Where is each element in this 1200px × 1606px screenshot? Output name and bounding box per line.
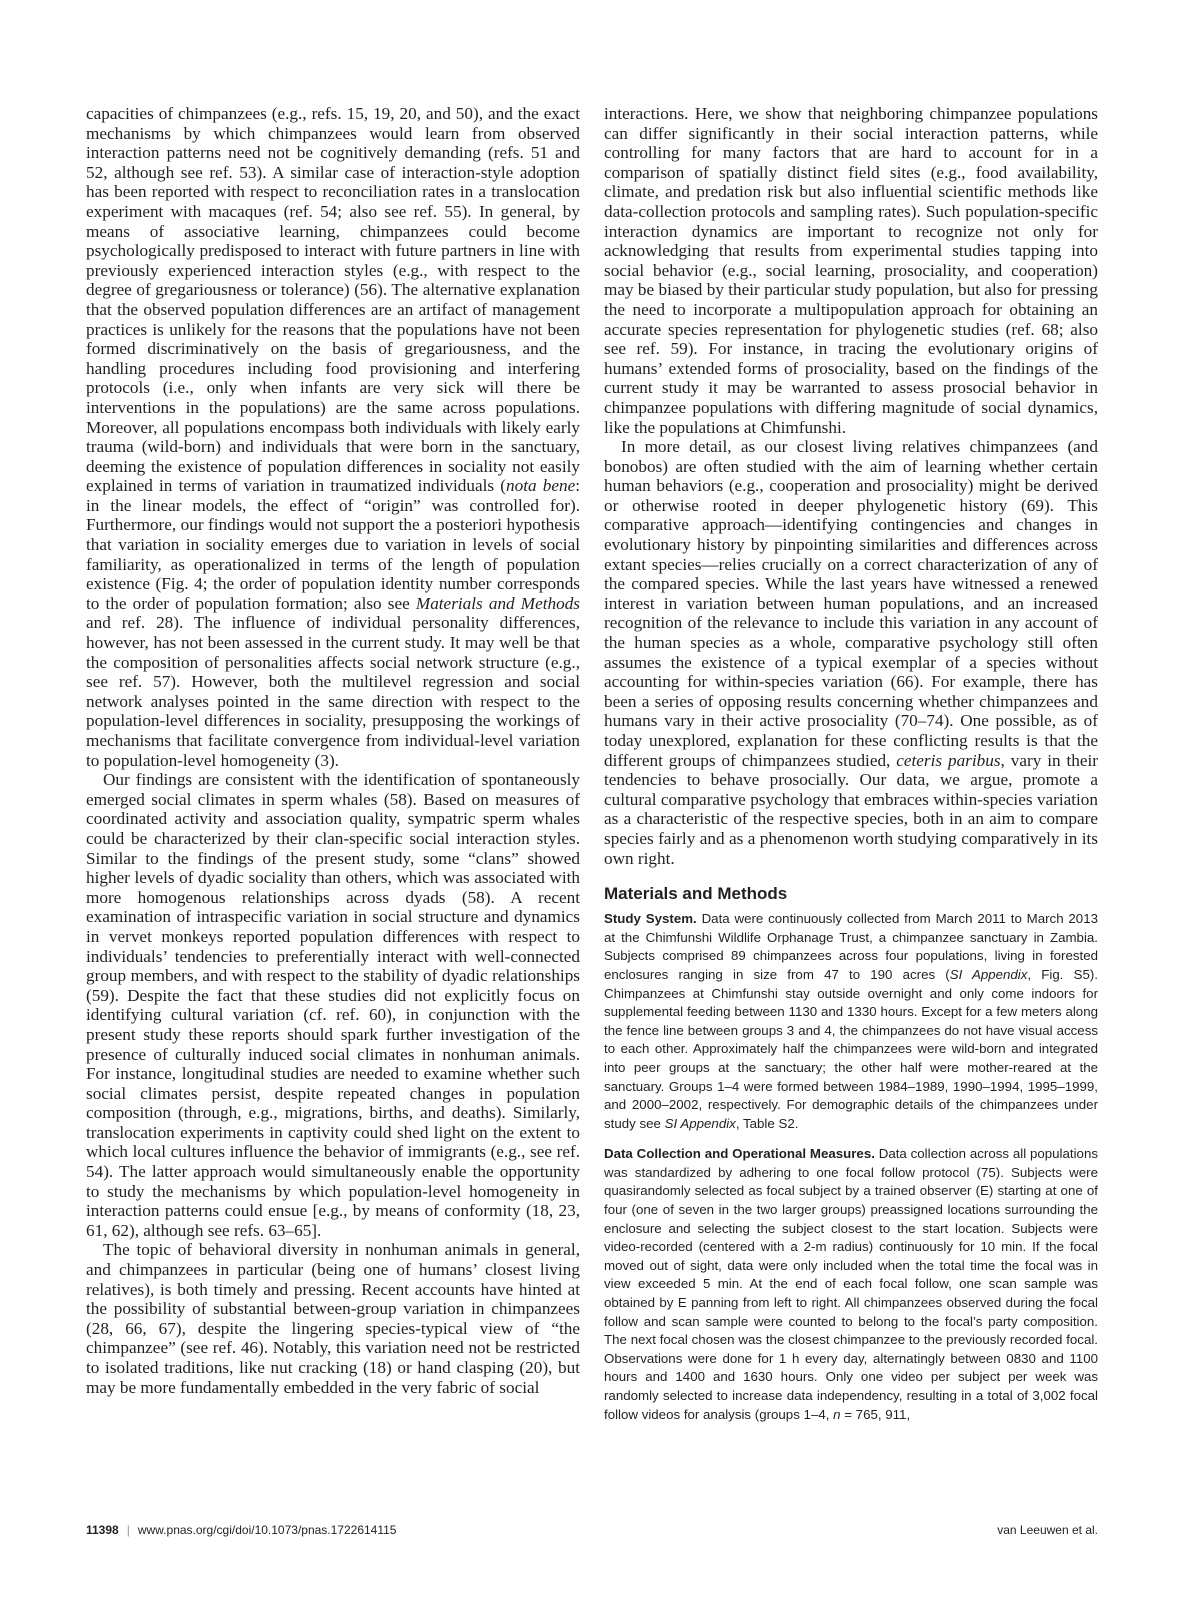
subsection-title: Data Collection and Operational Measures.: [604, 1146, 875, 1162]
body-paragraph: Our findings are consistent with the identification of spontaneously emerged social climates in sperm whales (58). Based on measures of coordinated activity and association quality, sympatric sperm whales could be characterized by their clan-specific social interaction styles. Similar to the findings of the present study, some “clans” showed higher levels of dyadic sociality than others, which was associated with more homogenous relationships across dyads (58). A recent examination of intraspecific variation in social structure and dynamics in vervet monkeys reported population differences with respect to individuals’ tendencies to preferentially interact with well-connected group members, and with respect to the stability of dyadic relationships (59). Despite the fact that these studies did not explicitly focus on identifying cultural variation (cf. ref. 60), in conjunction with the present study these reports should spark further investigation of the presence of culturally induced social climates in nonhuman animals. For instance, longitudinal studies are needed to examine whether such social climates persist, despite repeated changes in population composition (through, e.g., migrations, births, and deaths). Similarly, translocation experiments in captivity could shed light on the extent to which local cultures influence the behavior of immigrants (e.g., see ref. 54). The latter approach would simultaneously enable the opportunity to study the mechanisms by which population-level homogeneity in interaction patterns could ensue [e.g., by means of conformity (18, 23, 61, 62), although see refs. 63–65].: [86, 770, 580, 1240]
italic-term: nota bene: [506, 476, 576, 496]
section-reference: Materials and Methods: [415, 593, 580, 613]
text-run: In more detail, as our closest living relatives chimpanzees (and bonobos) are often studied with the aim of learning whether certain human behaviors (e.g., cooperation and prosociality) might be derived or otherwise rooted in deeper phylogenetic history (69). This comparative approach—identifying contingencies and changes in evolutionary history by pinpointing similarities and differences across extant species—relies crucially on a correct characterization of any of the compared species. While the last years have witnessed a renewed interest in variation between human populations, and an increased recognition of the relevance to include this variation in any account of the human species as a whole, comparative psychology still often assumes the existence of a typical exemplar of a species without accounting for within-species variation (66). For example, there has been a series of opposing results concerning whether chimpanzees and humans vary in their active prosociality (70–74). One possible, as of today unexplored, explanation for these conflicting results is that the different groups of chimpanzees studied,: [604, 437, 1098, 770]
subsection-title: Study System.: [604, 911, 697, 927]
italic-term: ceteris paribus: [896, 750, 1001, 770]
si-reference: SI Appendix: [949, 966, 1028, 982]
left-column: [86, 104, 580, 1397]
page-footer: [86, 1522, 1098, 1538]
body-paragraph: interactions. Here, we show that neighboring chimpanzee populations can differ significantly in their social interaction patterns, while controlling for many factors that are hard to account for in a comparison of spatially distinct field sites (e.g., food availability, climate, and predation risk but also influential scientific methods like data-collection protocols and sampling rates). Such population-specific interaction dynamics are important to recognize not only for acknowledging that results from experimental studies tapping into social behavior (e.g., social learning, prosociality, and cooperation) may be biased by their particular study population, but also for pressing the need to incorporate a multipopulation approach for obtaining an accurate species representation for phylogenetic studies (ref. 68; also see ref. 59). For instance, in tracing the evolutionary origins of humans’ extended forms of prosociality, based on the findings of the current study it may be warranted to assess prosocial behavior in chimpanzee populations with differing magnitude of social dynamics, like the populations at Chimfunshi.: [604, 104, 1098, 437]
italic-variable: n: [833, 1406, 841, 1422]
text-run: , vary in their tendencies to behave prosocially. Our data, we argue, promote a cultural comparative psychology that embraces within-species variation as a characteristic of the respective species, both in an aim to compare species fairly and as a phenomenon worth studying comparatively in its own right.: [604, 750, 1098, 868]
methods-paragraph-data-collection: [604, 1145, 1098, 1424]
doi-link[interactable]: www.pnas.org/cgi/doi/10.1073/pnas.1722614115: [137, 1523, 397, 1537]
text-run: , Table S2.: [735, 1115, 799, 1131]
methods-paragraph-study-system: [604, 910, 1098, 1133]
text-run: Data collection across all populations was standardized by adhering to one focal follow protocol (75). Subjects were quasirandomly selected as focal subject by a trained observer (E) starting at one of four (one of seven in the two larger groups) preassigned locations surrounding the enclosure and selecting the subject closest to the start location. Subjects were video-recorded (centered with a 2-m radius) continuously for 10 min. If the focal moved out of sight, data were only included when the total time the focal was in view exceeded 5 min. At the end of each focal follow, one scan sample was obtained by E panning from left to right. All chimpanzees observed during the focal follow and scan sample were counted to belong to the focal’s party composition. The next focal chosen was the closest chimpanzee to the previously recorded focal. Observations were done for 1 h every day, alternatingly between 0830 and 1100 hours and 1400 and 1630 hours. Only one video per subject per week was randomly selected to increase data independency, resulting in a total of 3,002 focal follow videos for analysis (groups 1–4,: [604, 1146, 1098, 1422]
si-reference: SI Appendix: [664, 1115, 736, 1131]
text-run: Data were continuously collected from March 2011 to March 2013 at the Chimfunshi Wildlife Orphanage Trust, a chimpanzee sanctuary in Zambia. Subjects comprised 89 chimpanzees across four populations, living in forested enclosures ranging in size from 47 to 190 acres (: [604, 911, 1098, 982]
running-authors: van Leeuwen et al.: [997, 1523, 1098, 1537]
section-heading: Materials and Methods: [604, 884, 788, 904]
footer-separator: |: [126, 1523, 130, 1537]
right-column: [604, 104, 1098, 1424]
text-run: and ref. 28). The influence of individual personality differences, however, has not been assessed in the current study. It may well be that the composition of personalities affects social network structure (e.g., see ref. 57). However, both the multilevel regression and social network analyses pointed in the same direction with respect to the population-level differences in sociality, presupposing the workings of mechanisms that facilitate convergence from individual-level variation to population-level homogeneity (3).: [86, 613, 580, 770]
text-run: = 765, 911,: [840, 1406, 911, 1422]
body-paragraph: [86, 104, 580, 770]
page-number: 11398: [86, 1523, 119, 1537]
body-paragraph: [604, 437, 1098, 868]
body-paragraph: The topic of behavioral diversity in nonhuman animals in general, and chimpanzees in particular (being one of humans’ closest living relatives), is both timely and pressing. Recent accounts have hinted at the possibility of substantial between-group variation in chimpanzees (28, 66, 67), despite the lingering species-typical view of “the chimpanzee” (see ref. 46). Notably, this variation need not be restricted to isolated traditions, like nut cracking (18) or hand clasping (20), but may be more fundamentally embedded in the very fabric of social: [86, 1240, 580, 1397]
text-run: , Fig. S5). Chimpanzees at Chimfunshi stay outside overnight and only come indoors for supplemental feeding between 1130 and 1330 hours. Except for a few meters along the fence line between groups 3 and 4, the chimpanzees do not have visual access to each other. Approximately half the chimpanzees were wild-born and integrated into peer groups at the sanctuary; the other half were mother-reared at the sanctuary. Groups 1–4 were formed between 1984–1989, 1990–1994, 1995–1999, and 2000–2002, respectively. For demographic details of the chimpanzees under study see: [604, 966, 1098, 1131]
text-run: : in the linear models, the effect of “origin” was controlled for). Furthermore, our findings would not support the a posteriori hypothesis that variation in sociality emerges due to variation in levels of social familiarity, as operationalized in terms of the length of population existence (Fig. 4; the order of population identity number corresponds to the order of population formation; also see: [86, 476, 580, 613]
text-run: capacities of chimpanzees (e.g., refs. 15, 19, 20, and 50), and the exact mechanisms by which chimpanzees would learn from observed interaction patterns need not be cognitively demanding (refs. 51 and 52, although see ref. 53). A similar case of interaction-style adoption has been reported with respect to reconciliation rates in a translocation experiment with macaques (ref. 54; also see ref. 55). In general, by means of associative learning, chimpanzees could become psychologically predisposed to interact with future partners in line with previously experienced interaction styles (e.g., with respect to the degree of gregariousness or tolerance) (56). The alternative explanation that the observed population differences are an artifact of management practices is unlikely for the reasons that the populations have not been formed discriminatively on the basis of gregariousness, and the handling procedures including food provisioning and interfering protocols (i.e., only when infants are very sick will there be interventions in the populations) are the same across populations. Moreover, all populations encompass both individuals with likely early trauma (wild-born) and individuals that were born in the sanctuary, deeming the existence of population differences in sociality not easily explained in terms of variation in traumatized individuals (: [86, 104, 580, 496]
